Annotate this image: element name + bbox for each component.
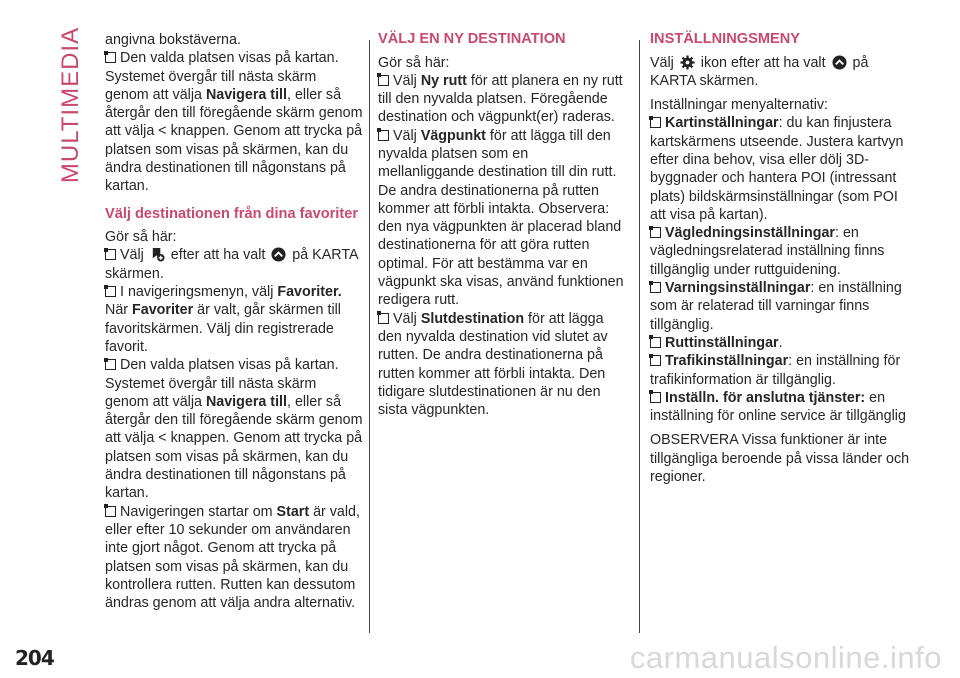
list-item: Navigeringen startar om Start är vald, eller efter 10 sekunder om användaren inte gjort något. Genom att trycka på platsen som visas på skärmen, kan du kontrollera rutten. Rutten kan dessutom ändras genom att välja andra alternativ. <box>105 503 360 612</box>
chevron-up-icon <box>271 247 286 262</box>
checkbox-bullet-icon <box>378 75 389 86</box>
list-item: Vägledningsinställningar: en vägledningsrelaterad inställning finns tillgänglig under ruttguidening. <box>650 225 885 278</box>
list-item: Inställn. för anslutna tjänster: en inställning för online service är tillgänglig <box>650 389 906 425</box>
list-item: Den valda platsen visas på kartan. Systemet övergår till nästa skärm genom att välja Navigera till, eller så återgår den till föregående skärm genom att välja < knappen. Genom att trycka på platsen som visas på skärmen, kan du ändra destinationen till någonstans på kartan. <box>105 357 363 502</box>
list-item: I navigeringsmenyn, välj Favoriter. När Favoriter är valt, går skärmen till favoritskärmen. Välj din registrerade favorit. <box>105 284 342 355</box>
paragraph: Inställningar menyalternativ: <box>650 97 829 114</box>
list-item: Ruttinställningar. <box>650 334 912 352</box>
checkbox-bullet-icon <box>105 286 116 297</box>
checkbox-bullet-icon <box>650 355 661 366</box>
section-heading: INSTÄLLNINGSMENY <box>650 31 800 47</box>
checkbox-bullet-icon <box>650 337 661 348</box>
section-title: MULTIMEDIA <box>57 26 85 184</box>
column-1 <box>105 31 363 612</box>
checkbox-bullet-icon <box>650 392 661 403</box>
checkbox-bullet-icon <box>105 249 116 260</box>
section-heading: VÄLJ EN NY DESTINATION <box>378 31 566 47</box>
paragraph: Gör så här: <box>105 229 177 246</box>
checkbox-bullet-icon <box>650 227 661 238</box>
checkbox-bullet-icon <box>650 282 661 293</box>
section-heading: Välj destinationen från dina favoriter <box>105 205 359 222</box>
column-3 <box>650 31 912 486</box>
column-2 <box>378 31 628 419</box>
list-item: Välj Vägpunkt för att lägga till den nyvalda platsen som en mellanliggande destination till din rutt. De andra destinationerna på rutten kommer att förbli intakta. Observera: den nya vägpunkten är placerad bland destinationerna för att göra rutten optimal. För att bestämma var en vägpunkt ska visas, använd funktionen redigera rutt. <box>378 127 624 309</box>
list-item: Trafikinställningar: en inställning för trafikinformation är tillgänglig. <box>650 353 901 388</box>
page-number: 204 <box>15 646 54 670</box>
checkbox-bullet-icon <box>378 313 389 324</box>
chevron-up-icon <box>832 55 847 70</box>
list-item: Den valda platsen visas på kartan. Systemet övergår till nästa skärm genom att välja Navigera till, eller så återgår den till föregående skärm genom att välja < knappen. Genom att trycka på platsen som visas på skärmen, kan du ändra destinationen till någonstans på kartan. <box>105 50 363 195</box>
checkbox-bullet-icon <box>378 130 389 141</box>
favorite-pin-icon <box>150 247 165 262</box>
paragraph: Välj ikon efter att ha valt på KARTA skärmen. <box>650 54 869 89</box>
list-item: Varningsinställningar: en inställning som är relaterad till varningar finns tillgänglig. <box>650 280 902 333</box>
list-item: Välj Ny rutt för att planera en ny rutt till den nyvalda platsen. Föregående destination och vägpunkt(er) raderas. <box>378 72 623 126</box>
column-divider <box>369 40 370 633</box>
gear-icon <box>680 55 695 70</box>
checkbox-bullet-icon <box>650 117 661 128</box>
list-item: Kartinställningar: du kan finjustera kartskärmens utseende. Justera kartvyn efter dina behov, visa eller dölj 3D-byggnader och hantera POI (intressant plats) bildskärmsinställningar (som POI att visa på kartan). <box>650 115 904 223</box>
section-tab <box>52 26 90 184</box>
checkbox-bullet-icon <box>105 506 116 517</box>
list-item: Välj efter att ha valt på KARTA skärmen. <box>105 247 358 282</box>
column-divider <box>639 40 640 633</box>
checkbox-bullet-icon <box>105 52 116 63</box>
paragraph: angivna bokstäverna. <box>105 32 241 48</box>
checkbox-bullet-icon <box>105 359 116 370</box>
paragraph: Gör så här: <box>378 54 450 71</box>
list-item: Välj Slutdestination för att lägga den nyvalda destination vid slutet av rutten. De andra destinationerna på rutten kommer att förbli intakta. Den tidigare slutdestinationen är nu den sista vägpunkten. <box>378 310 608 419</box>
note: OBSERVERA Vissa funktioner är inte tillgängliga beroende på vissa länder och regioner. <box>650 432 910 486</box>
watermark: carmanualsonline.info <box>629 640 942 675</box>
